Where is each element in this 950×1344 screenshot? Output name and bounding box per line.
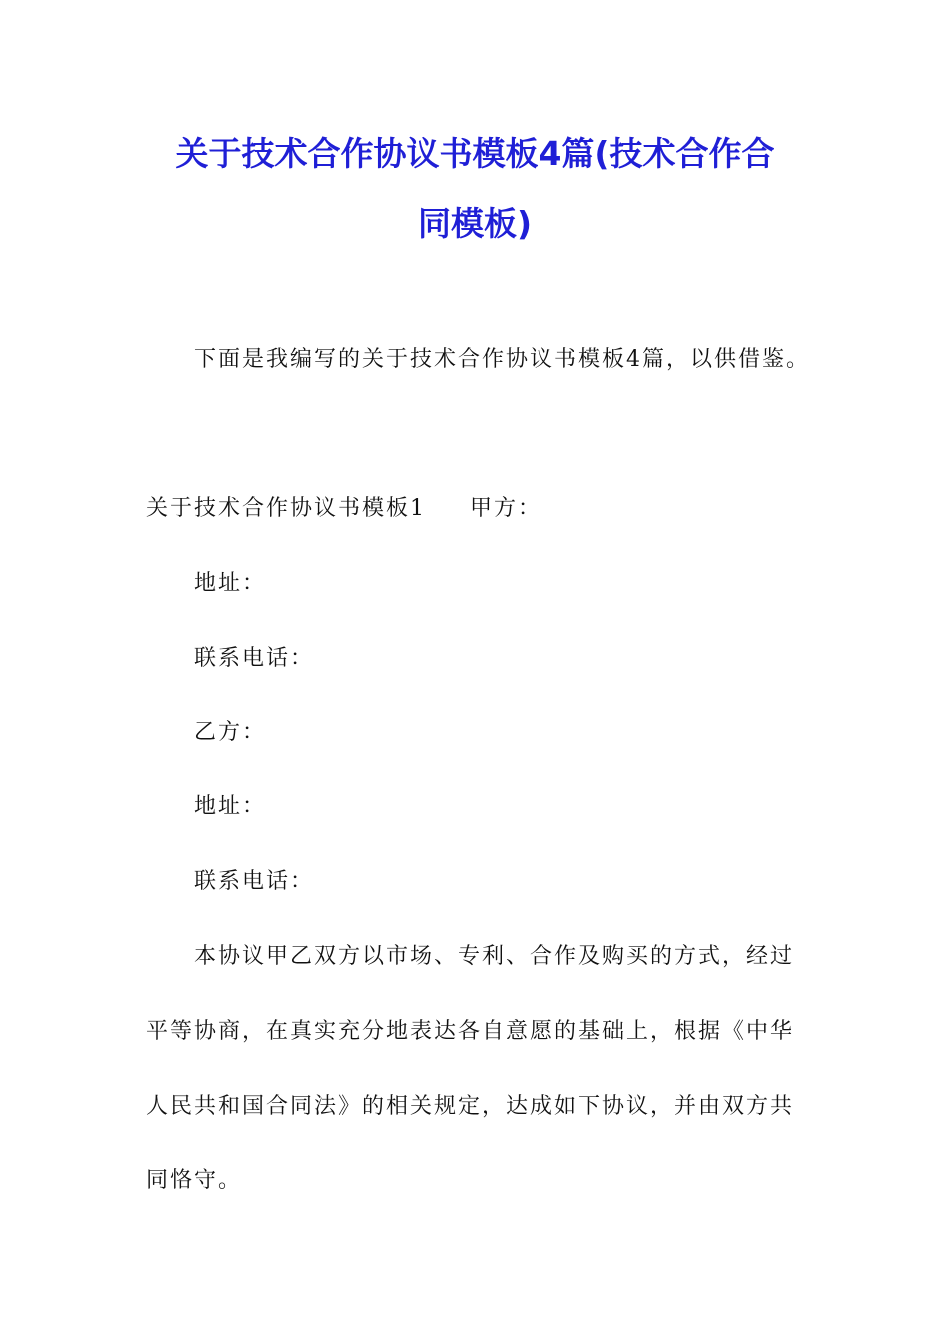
section-heading-line — [146, 494, 542, 524]
body-paragraph-line-2: 平等协商，在真实充分地表达各自意愿的基础上，根据《中华 — [146, 1019, 795, 1044]
party-b-phone: 联系电话： — [194, 869, 315, 894]
document-title-line-2: 同模板) — [417, 204, 533, 243]
party-a-label: 甲方： — [470, 496, 543, 521]
party-a-phone: 联系电话： — [194, 646, 315, 671]
intro-paragraph: 下面是我编写的关于技术合作协议书模板4篇，以供借鉴。 — [194, 347, 810, 372]
body-paragraph-line-3: 人民共和国合同法》的相关规定，达成如下协议，并由双方共 — [146, 1094, 795, 1119]
party-b-label: 乙方： — [194, 720, 267, 745]
section-heading: 关于技术合作协议书模板1 — [146, 496, 426, 521]
document-title-line-1: 关于技术合作协议书模板4篇(技术合作合 — [175, 134, 775, 173]
party-b-address: 地址： — [194, 794, 267, 819]
party-a-address: 地址： — [194, 571, 267, 596]
body-paragraph-line-4: 同恪守。 — [146, 1168, 243, 1193]
body-paragraph-line-1: 本协议甲乙双方以市场、专利、合作及购买的方式，经过 — [194, 944, 795, 969]
